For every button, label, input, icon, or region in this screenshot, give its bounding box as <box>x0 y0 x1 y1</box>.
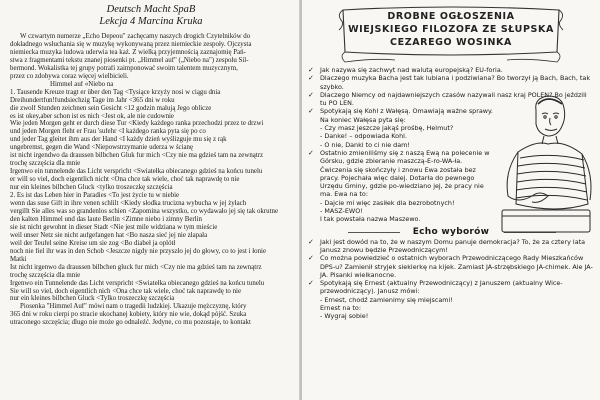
man-sketch-illustration <box>496 92 596 242</box>
dialogue-line: - MASZ-EWO! <box>320 207 363 216</box>
outro-line: utraconego szczęścia; dlugo nie może go odnaleźć. Jedyne, co mu pozostaje, to kontakt <box>10 319 251 327</box>
lyric-line: 2. Es ist das Leben hier in Paradies <To jest życie tu w niebie <box>10 192 180 200</box>
lyric-line: Ist nicht irgenwo da draussen bilbchen gluck fur mich <Czy nie ma gdzieś tam na zewnątrz <box>10 263 262 271</box>
banner-line: CEZAREGO WOSINKA <box>390 37 512 48</box>
intro-line: niemiecka muzyka ludowa uderwia tea każ. Z wielką przyjemnością zaznajomię Pań- <box>10 48 246 56</box>
item-text: Spotykają się Kohl z Wałęsą. Omawiają ważne sprawy. Na koniec Wałęsa pyta się: <box>320 107 493 124</box>
lyric-line: Irgenwo ein tunnelende das Licht verspricht <Światełka obiecanego gdzieś na końcu tunelu <box>10 168 263 176</box>
lyric-line: er will so viel, doch eigentlich nicht <Ona chce tak wiele, choć tak naprawdę to nie <box>10 176 240 184</box>
article-subtitle: Lekcja 4 Marcina Kruka <box>99 16 203 27</box>
checkmark-icon: ✓ <box>308 254 314 263</box>
checkmark-icon: ✓ <box>308 279 314 288</box>
checkmark-icon: ✓ <box>308 66 314 74</box>
banner-line: WIEJSKIEGO FILOZOFA ZE SŁUPSKA <box>348 24 554 35</box>
item-text: Co można powiedzieć o ostatnich wyborach Przewodniczącego Rady Mieszkańców DPS-u? Zamienił stryjek siekierkę na kijek. Zamiast JA-strzębskiego JA-chimek. Ale JA-JA. Pisanki wielkanocne. <box>320 254 593 279</box>
lyric-line: und jeder Tag gleitet ihm aus der Hand <I każdy dzień wyślizguje mu się z rąk <box>10 136 227 144</box>
section-heading: Echo wyborów <box>412 226 490 237</box>
lyric-line: vergillt Sie alles was so grandenlos schien <Zapomina wszystko, co wydawało jej się tak okrutne <box>10 207 279 215</box>
article-body <box>10 33 292 327</box>
item-text: Spotykają się Ernest (aktualny Przewodniczący) z Januszem (aktualny Wice-przewodniczący). Janusz mówi: <box>320 279 563 296</box>
banner-line: DROBNE OGŁOSZENIA <box>387 11 515 22</box>
list-item <box>308 74 594 91</box>
lyric-line: sie ist nicht gewohnt in dieser Stadt <Nie jest mile widziana w tym mieście <box>10 223 218 231</box>
intro-line: przez co zdobywa coraz więcej wielbicieli. <box>10 72 129 80</box>
intro-line: dokładnego wsłuchania się w muzykę wykonywaną przez niemieckie zespoły. Ojczysta <box>10 40 252 48</box>
election-jokes-list <box>308 238 594 321</box>
lyric-line: und jeden Morgen fleht er Frau 'sufehr <I każdego ranka pyta się po co <box>10 128 206 136</box>
dialogue-line: - Danke! – odpowiada Kohl. <box>320 132 407 141</box>
list-item <box>308 149 494 224</box>
lyric-line: es ist okey,aber schon ist es nich <Jest ok, ale nie cudownie <box>10 112 174 120</box>
intro-line: bermond. Wokalistka tej grupy potrafi zaimponować swoim talentem muzycznym, <box>10 64 238 72</box>
list-item <box>308 279 594 320</box>
item-text: Dlaczego Niemcy od najdawniejszych czasów nazywali nasz kraj POLEN? Bo jeździli tu PO LEN. <box>320 90 587 108</box>
lyric-line: noch nie fiel ihr was in den Schob <Jeszcze nigdy nie przyszło jej do głowy, co to jest i łonie <box>10 247 267 255</box>
list-item <box>308 107 494 148</box>
song-title: Himmel auf «Niebo na <box>50 80 114 88</box>
checkmark-icon: ✓ <box>308 148 314 157</box>
intro-line: W czwartym numerze „Echo Depeou" zachęcamy naszych drogich Czytelników do <box>20 33 251 40</box>
dialogue-line: - Wygraj sobie! <box>320 312 369 321</box>
item-text: Jaki jest dowód na to, że w naszym Domu panuje demokracja? To, że za cztery lata Janusz znowu będzie Przewodniczącym! <box>320 237 586 254</box>
lyric-line: die zwolf Stunden zeichnen sein Gesicht <12 godzin malują Jego oblicze <box>10 104 212 112</box>
lyric-line: weil unser Netz sie nicht aufgefangen hat <Bo nasza sieć jej nie złapała <box>10 231 208 239</box>
lyric-line: Irgenwo ein Tunnelende das Licht verspricht <Światełka obiecanego gdzieś na końcu tunelu <box>10 279 265 287</box>
checkmark-icon: ✓ <box>308 237 314 246</box>
article-title: Deutsch Macht SpaB <box>106 4 196 15</box>
lyric-line: Wie jeden Morgen geht er durch diese Tur <Kiedy każdego ranka przechodzi przez te drzwi <box>10 120 264 128</box>
divider-line <box>348 232 400 233</box>
checkmark-icon: ✓ <box>308 107 314 116</box>
lyric-line: trochę szczęścia dla mnie <box>10 160 81 168</box>
banner-title <box>345 10 557 49</box>
lyric-line: den kalten Himmel und das laute Berlin <Zimne niebo i zimny Berlin <box>10 215 202 223</box>
lyric-line: Sie will so viel, doch eigentlich nich <Ona chce tak wiele, choć tak naprawdę to nie <box>10 287 242 295</box>
lyric-line: weil der Teufel seine Kreise um sie zog <Bo diabeł ja oplótł <box>10 239 176 247</box>
list-item <box>308 66 594 74</box>
item-text: Dlaczego muzyka Bacha jest tak lubiana i podziwiana? Bo tworzył ją Bach, Bach, tak szybko. <box>320 74 591 91</box>
dialogue-line: - Czy masz jeszcze jakąś prośbę, Helmut? <box>320 124 454 133</box>
lyric-line: Dreihundertfun!fundsiechzig Tage im Jahr <365 dni w roku <box>10 96 175 104</box>
dialogue-line: - Ernest, chodź zamienimy się miejscami! <box>320 295 453 304</box>
lyric-line: Matki <box>10 255 27 263</box>
dialogue-line: - Dajcie mi więc zasiłek dla bezrobotnych! <box>320 198 455 207</box>
checkmark-icon: ✓ <box>308 90 314 99</box>
item-text: Jak nazywa się zachwyt nad walutą europejską? EU-foria. <box>320 66 503 74</box>
lyric-line: nur ein kleines bilbchen Gluck <tylko troszeczkę szczęścia <box>10 184 173 192</box>
list-item <box>308 254 594 279</box>
checkmark-icon: ✓ <box>308 74 314 83</box>
item-text: Ostatnio zmieniliśmy się z naszą Ewą na polecenie w Górsku, gdzie zbieranie maszczą-E-ro-WA-ła. Ćwiczenia się skończyły i znowu Ewa została bez pracy. Pojechała więc dalej. Dotarła do pewnego Urzędu Gminy, gdzie po-wiedziano jej, że pracy nie ma. Ewa na to: <box>320 148 490 199</box>
lyric-line: ungebremst, gegen die Wand <Niepowstrzymanie uderza w ścianę <box>10 144 194 152</box>
dialogue-line: I tak powstała nazwa Maszewo. <box>320 215 421 224</box>
lyric-line: 1. Tausende Kreuze tragt er über den Tag <Tysiące krzyży nosi w ciągu dnia <box>10 88 221 96</box>
column-banner <box>335 4 567 66</box>
right-page <box>302 0 600 400</box>
lyric-line: nur ein kleines bilbchen Gluck <Tylko troszeczkę szczęścia <box>10 295 175 303</box>
intro-line: stwa z fragmentami tekstu znanej piosenki pt. „Himmel auf" („Niebo na") zespołu Sil- <box>10 56 249 64</box>
dialogue-line: Ernest na to: <box>320 304 361 313</box>
outro-line: 365 dni w roku cierpi po stracie ukochanej kobiety, który nie wie, dokąd pójść. Szuka <box>10 311 247 319</box>
lyric-line: ist nicht irgendwo da draussen bilbchen Gluk fur mich <Czy nie ma gdzieś tam na zewnątrz <box>10 152 264 160</box>
outro-line: Piosenka "Himmel Auf" mówi nam o tragedii ludzkiej. Ukazuje mężczyznę, który <box>20 303 247 311</box>
lyric-line: trochę szczęścia dla mnie <box>10 271 81 279</box>
dialogue-line: - O nie, Danki to ci nie dam! <box>320 140 410 149</box>
lyric-line: wenn das suse Gift in ihre venen schlilt <Kiedy słodka trucizna wybucha w jej żyłach <box>10 200 247 208</box>
